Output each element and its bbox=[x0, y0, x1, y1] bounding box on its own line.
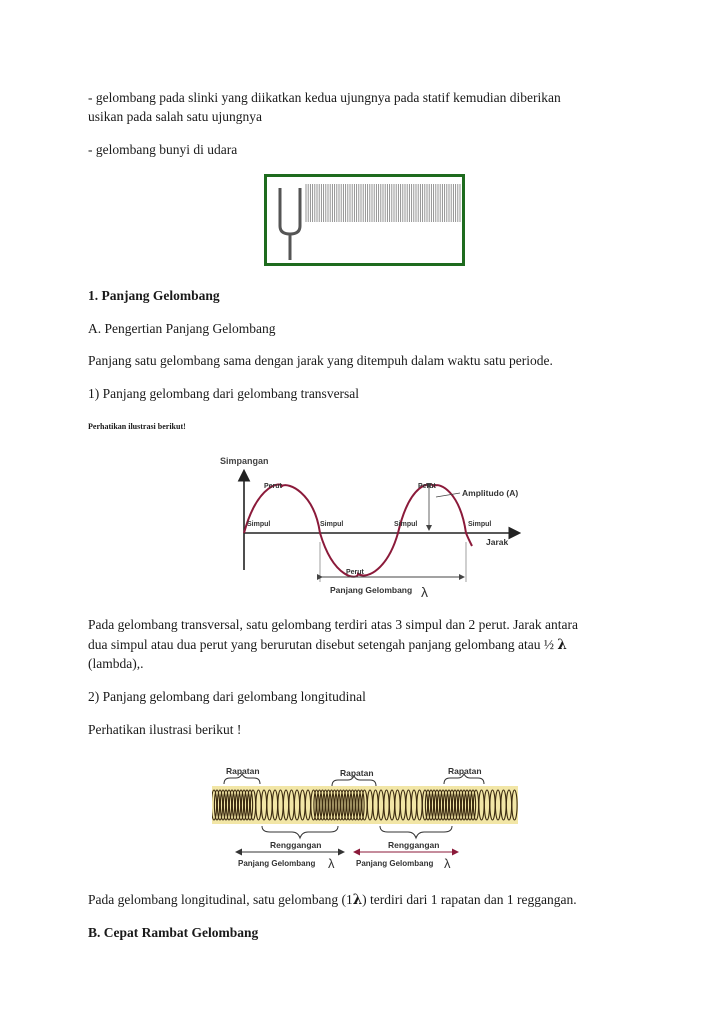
label-perut: Perut bbox=[264, 483, 282, 490]
label-rapatan: Rapatan bbox=[340, 768, 374, 778]
lambda-symbol: λ bbox=[352, 892, 363, 908]
label-renggangan: Renggangan bbox=[270, 840, 322, 850]
paragraph bbox=[88, 890, 577, 910]
label-renggangan: Renggangan bbox=[388, 840, 440, 850]
subheading-longitudinal: 2) Panjang gelombang dari gelombang longitudinal bbox=[88, 689, 366, 704]
subheading-transversal: 1) Panjang gelombang dari gelombang transversal bbox=[88, 386, 360, 401]
label-rapatan: Rapatan bbox=[226, 766, 260, 776]
sound-wave-figure bbox=[264, 174, 466, 272]
label-simpul: Simpul bbox=[394, 521, 418, 528]
text-line: - gelombang bunyi di udara bbox=[88, 142, 238, 157]
longitudinal-wave-figure bbox=[212, 764, 520, 881]
label-simpul: Simpul bbox=[468, 521, 492, 528]
text-line: usikan pada salah satu ujungnya bbox=[88, 109, 262, 124]
transverse-wave-figure bbox=[218, 452, 528, 605]
paragraph: (lambda),. bbox=[88, 656, 144, 671]
note: Perhatikan ilustrasi berikut! bbox=[88, 422, 186, 431]
label-wavelength: Panjang Gelombang bbox=[238, 859, 316, 868]
paragraph-text: ) terdiri dari 1 rapatan dan 1 reggangan. bbox=[362, 892, 577, 907]
label-wavelength: Panjang Gelombang bbox=[330, 585, 413, 595]
label-perut: Perut bbox=[346, 569, 364, 576]
paragraph-text: Pada gelombang longitudinal, satu gelombang (1 bbox=[88, 892, 353, 907]
y-axis-label: Simpangan bbox=[220, 456, 269, 466]
lambda-symbol: λ bbox=[444, 856, 451, 871]
amplitude-pointer bbox=[436, 493, 460, 497]
heading-cepat-rambat: B. Cepat Rambat Gelombang bbox=[88, 925, 259, 940]
text-line: - gelombang pada slinki yang diikatkan kedua ujungnya pada statif kemudian diberikan bbox=[88, 90, 561, 105]
heading-panjang-gelombang: 1. Panjang Gelombang bbox=[88, 288, 220, 303]
lambda-symbol: λ bbox=[557, 637, 567, 653]
label-perut: Perut bbox=[418, 483, 436, 490]
paragraph bbox=[88, 635, 567, 655]
label-rapatan: Rapatan bbox=[448, 766, 482, 776]
lambda-symbol: λ bbox=[328, 856, 335, 871]
paragraph: Perhatikan ilustrasi berikut ! bbox=[88, 722, 242, 737]
subheading: A. Pengertian Panjang Gelombang bbox=[88, 321, 276, 336]
label-amplitude: Amplitudo (A) bbox=[462, 488, 519, 498]
label-simpul: Simpul bbox=[320, 521, 344, 528]
label-wavelength: Panjang Gelombang bbox=[356, 859, 434, 868]
paragraph-text: dua simpul atau dua perut yang berurutan disebut setengah panjang gelombang atau ½ bbox=[88, 637, 554, 652]
label-jarak: Jarak bbox=[486, 537, 509, 547]
lambda-symbol: λ bbox=[421, 584, 428, 600]
wave-curve bbox=[244, 484, 472, 576]
paragraph: Pada gelombang transversal, satu gelombang terdiri atas 3 simpul dan 2 perut. Jarak antara bbox=[88, 617, 578, 632]
paragraph: Panjang satu gelombang sama dengan jarak yang ditempuh dalam waktu satu periode. bbox=[88, 353, 553, 368]
label-simpul: Simpul bbox=[247, 521, 271, 528]
